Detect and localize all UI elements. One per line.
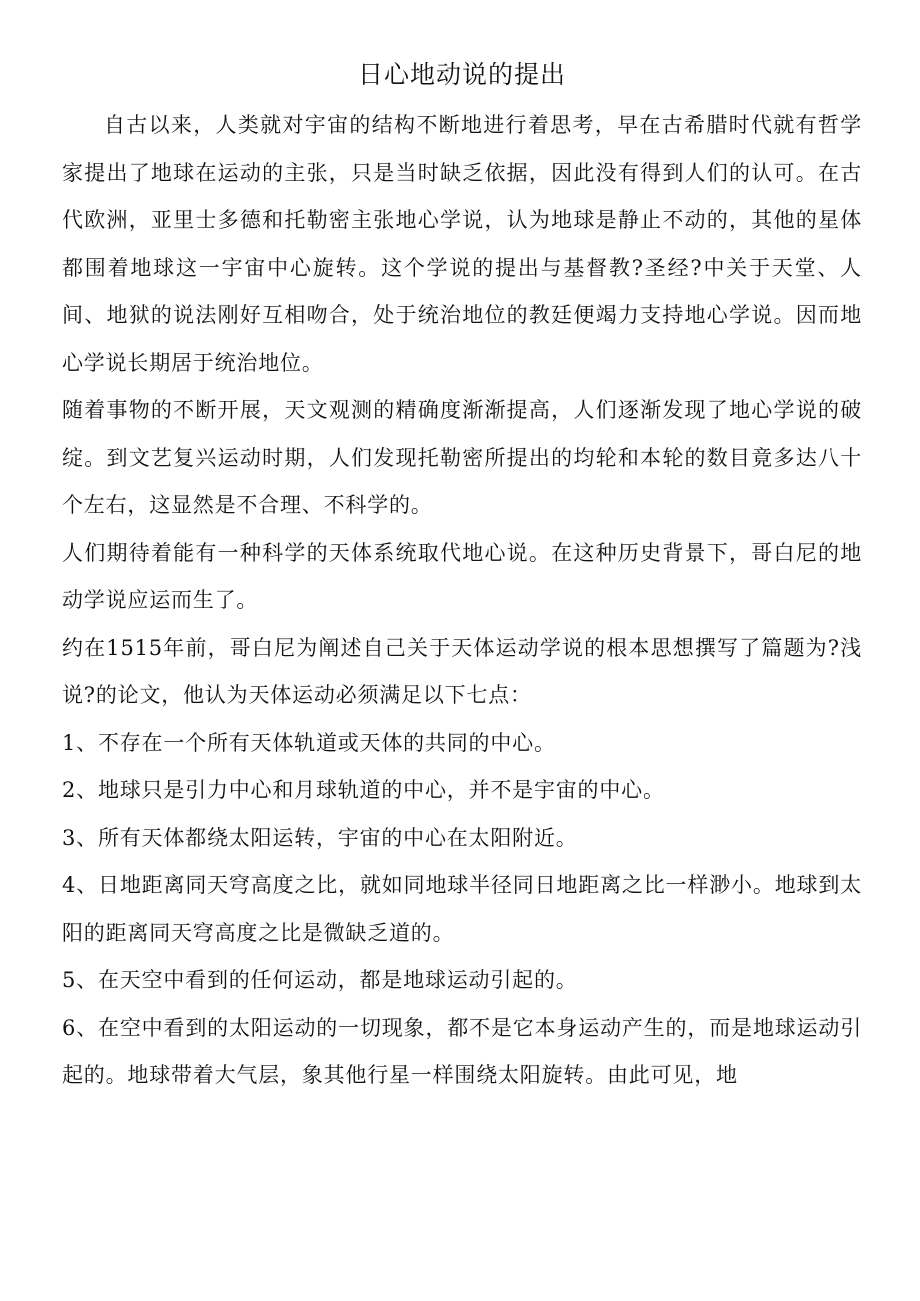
paragraph-expectation: 人们期待着能有一种科学的天体系统取代地心说。在这种历史背景下，哥白尼的地动学说应运而生了。 bbox=[62, 540, 862, 612]
list-item-5: 5、在天空中看到的任何运动，都是地球运动引起的。 bbox=[62, 968, 578, 992]
paragraph-development: 随着事物的不断开展，天文观测的精确度渐渐提高，人们逐渐发现了地心学说的破绽。到文艺复兴运动时期，人们发现托勒密所提出的均轮和本轮的数目竟多达八十个左右，这显然是不合理、不科学的。 bbox=[62, 398, 862, 517]
list-item-6: 6、在空中看到的太阳运动的一切现象，都不是它本身运动产生的，而是地球运动引起的。地球带着大气层，象其他行星一样围绕太阳旋转。由此可见，地 bbox=[62, 1015, 862, 1087]
paragraph-copernicus: 约在1515年前，哥白尼为阐述自己关于天体运动学说的根本思想撰写了篇题为?浅说?的论文，他认为天体运动必须满足以下七点： bbox=[62, 635, 862, 707]
list-item-4: 4、日地距离同天穹高度之比，就如同地球半径同日地距离之比一样渺小。地球到太阳的距离同天穹高度之比是微缺乏道的。 bbox=[62, 873, 862, 945]
list-item-3: 3、所有天体都绕太阳运转，宇宙的中心在太阳附近。 bbox=[62, 825, 578, 850]
list-item-1: 1、不存在一个所有天体轨道或天体的共同的中心。 bbox=[62, 730, 556, 755]
document-title: 日心地动说的提出 bbox=[357, 60, 566, 89]
paragraph-intro: 自古以来，人类就对宇宙的结构不断地进行着思考，早在古希腊时代就有哲学家提出了地球在运动的主张，只是当时缺乏依据，因此没有得到人们的认可。在古代欧洲，亚里士多德和托勒密主张地心学说，认为地球是静止不动的，其他的星体都围着地球这一宇宙中心旋转。这个学说的提出与基督教?圣经?中关于天堂、人间、地狱的说法刚好互相吻合，处于统治地位的教廷便竭力支持地心学说。因而地心学说长期居于统治地位。 bbox=[62, 113, 862, 375]
document-page bbox=[62, 60, 862, 1100]
list-item-2: 2、地球只是引力中心和月球轨道的中心，并不是宇宙的中心。 bbox=[62, 778, 665, 802]
